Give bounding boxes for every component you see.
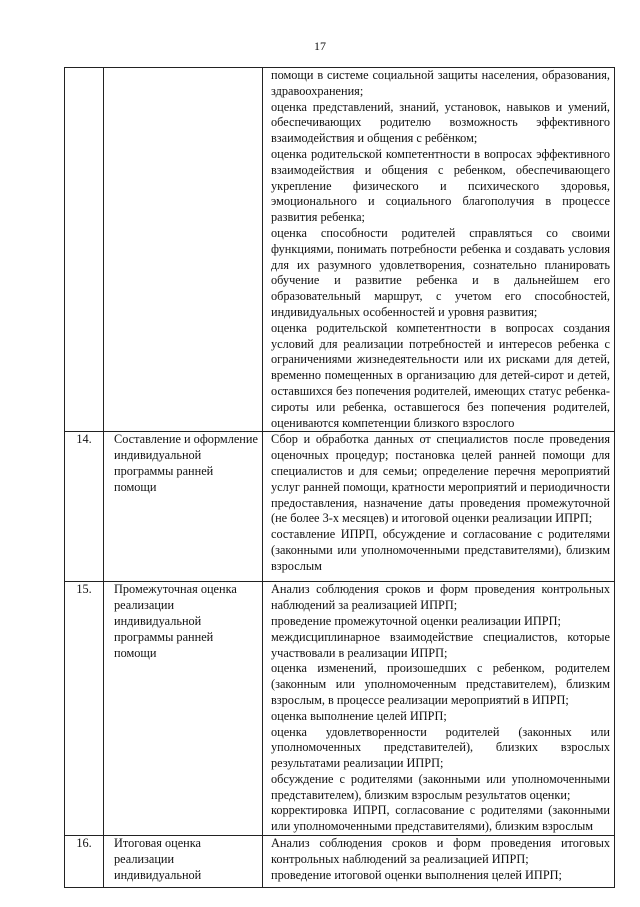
content-item: Сбор и обработка данных от специалистов после проведения оценочных процедур; постановка целей ранней помощи для специалистов и для семьи; определение перечня мероприятий услуг ранней помощи, кратности мероприятий и периодичности предоставления, назначение даты проведения промежуточной (не более 3-х месяцев) и итоговой оценки реализации ИПРП; <box>271 432 610 526</box>
content-item: оценка представлений, знаний, установок, навыков и умений, обеспечивающих родителю возможность эффективного взаимодействия и общения с ребёнком; <box>271 99 610 146</box>
row-number: 16. <box>65 836 104 888</box>
content-item: оценка удовлетворенности родителей (законных или уполномоченных представителей), близких взрослых результатами реализации ИПРП; <box>271 724 610 771</box>
table-row <box>65 432 615 582</box>
row-service-name: Промежуточная оценка реализации индивидуальной программы ранней помощи <box>104 582 263 836</box>
row-content <box>263 68 615 432</box>
content-item: Анализ соблюдения сроков и форм проведения контрольных наблюдений за реализацией ИПРП; <box>271 582 610 613</box>
row-content <box>263 582 615 836</box>
content-item: обсуждение с родителями (законными или уполномоченными представителем), близким взрослым результатов оценки; <box>271 771 610 802</box>
services-table <box>64 67 615 888</box>
row-content <box>263 432 615 582</box>
content-item: оценка выполнение целей ИПРП; <box>271 708 447 723</box>
content-item: составление ИПРП, обсуждение и согласование с родителями (законными или уполномоченными представителями), близким взрослым <box>271 527 610 573</box>
content-item: корректировка ИПРП, согласование с родителями (законными или уполномоченными представителями), близким взрослым <box>271 803 610 834</box>
row-content <box>263 836 615 888</box>
content-item: оценка изменений, произошедших с ребенком, родителем (законным или уполномоченным представителем), близким взрослым, в процессе реализации мероприятий в ИПРП; <box>271 661 610 707</box>
row-number <box>65 68 104 432</box>
table-row <box>65 836 615 888</box>
row-service-name: Составление и оформление индивидуальной программы ранней помощи <box>104 432 263 582</box>
content-item: проведение итоговой оценки выполнения целей ИПРП; <box>271 867 562 882</box>
content-item: оценка родительской компетентности в вопросах эффективного взаимодействия и общения с ребенком, обеспечивающего укрепление физического и психического здоровья, эмоционального и социального благополучия в процессе развития ребенка; <box>271 146 610 225</box>
content-item: оценка способности родителей справляться со своими функциями, понимать потребности ребенка и создавать условия для их разумного удовлетворения, сознательно планировать обучение и развитие ребенка и в дальнейшем его образовательный маршрут, с учетом его способностей, индивидуальных особенностей и уровня развития; <box>271 225 610 319</box>
page-number: 17 <box>314 39 326 53</box>
row-service-name: Итоговая оценка реализации индивидуальной <box>104 836 263 888</box>
content-item: оценка родительской компетентности в вопросах создания условий для реализации потребностей и интересов ребенка с ограничениями жизнедеятельности или их рисками для детей, временно помещенных в организацию для детей-сирот и детей, оставшихся без попечения родителей, имеющих статус ребенка-сироты или ребенка, оставшегося без попечения родителей, оцениваются компетенции близкого взрослого <box>271 320 610 430</box>
content-item: проведение промежуточной оценки реализации ИПРП; <box>271 613 561 628</box>
row-service-name <box>104 68 263 432</box>
table-row <box>65 582 615 836</box>
row-number: 15. <box>65 582 104 836</box>
table-row <box>65 68 615 432</box>
content-item: междисциплинарное взаимодействие специалистов, которые участвовали в реализации ИПРП; <box>271 629 610 660</box>
row-number: 14. <box>65 432 104 582</box>
content-item: помощи в системе социальной защиты населения, образования, здравоохранения; <box>271 68 610 98</box>
content-item: Анализ соблюдения сроков и форм проведения итоговых контрольных наблюдений за реализацией ИПРП; <box>271 836 610 866</box>
